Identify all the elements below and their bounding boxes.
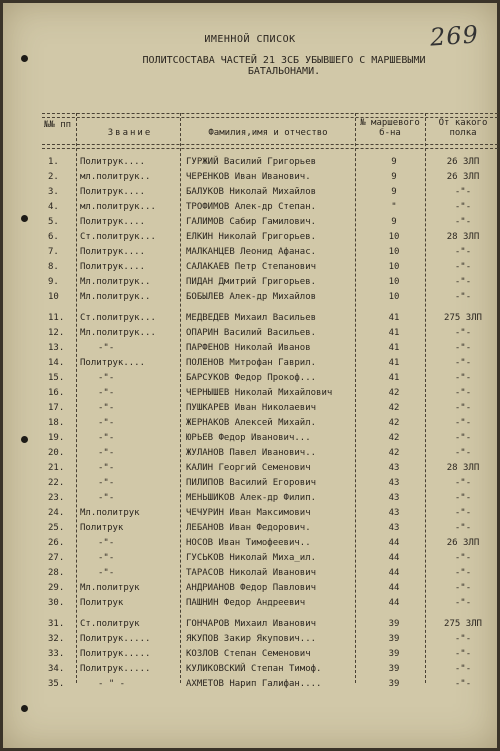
row-regiment: -"-	[454, 358, 472, 368]
row-number: 27.	[48, 553, 65, 563]
table-row	[0, 341, 500, 355]
row-rank: -"-	[98, 418, 115, 428]
row-regiment: -"-	[454, 448, 472, 458]
row-number: 30.	[48, 598, 65, 608]
row-rank: - " -	[98, 679, 126, 689]
row-name: ЕЛКИН Николай Григорьев.	[186, 232, 317, 242]
row-battalion: 10	[388, 277, 400, 287]
row-number: 22.	[48, 478, 65, 488]
row-rank: Мл.политрук	[80, 508, 140, 518]
row-number: 25.	[48, 523, 65, 533]
row-number: 32.	[48, 634, 65, 644]
row-name: ЖУЛАНОВ Павел Иванович..	[186, 448, 317, 458]
document-subtitle: ПОЛИТСОСТАВА ЧАСТЕЙ 21 ЗСБ УБЫВШЕГО С МАРШЕВЫМИ БАТАЛЬОНАМИ.	[142, 55, 426, 77]
row-number: 4.	[48, 202, 59, 212]
binder-hole	[21, 55, 28, 62]
row-rank: -"-	[98, 493, 115, 503]
table-row	[0, 566, 500, 580]
table-row	[0, 677, 500, 691]
row-rank: Мл.политрук..	[80, 292, 151, 302]
row-name: ГУСЬКОВ Николай Миха_ил.	[186, 553, 317, 563]
table-row	[0, 536, 500, 550]
table-row	[0, 581, 500, 595]
row-rank: Политрук.....	[80, 634, 151, 644]
row-regiment: -"-	[454, 262, 472, 272]
row-rank: -"-	[98, 553, 115, 563]
table-row	[0, 386, 500, 400]
row-rank: Ст.политрук	[80, 619, 140, 629]
row-rank: -"-	[98, 343, 115, 353]
row-name: ТРОФИМОВ Алек-др Степан.	[186, 202, 317, 212]
row-name: АНДРИАНОВ Федор Павлович	[186, 583, 317, 593]
row-number: 19.	[48, 433, 65, 443]
table-row	[0, 647, 500, 661]
table-row	[0, 446, 500, 460]
row-name: БАРСУКОВ Федор Прокоф...	[186, 373, 317, 383]
row-regiment: -"-	[454, 292, 472, 302]
table-row	[0, 416, 500, 430]
row-regiment: 28 ЗЛП	[446, 463, 480, 473]
row-number: 31.	[48, 619, 65, 629]
row-number: 33.	[48, 649, 65, 659]
row-rank: Политрук....	[80, 358, 146, 368]
row-number: 26.	[48, 538, 65, 548]
row-number: 7.	[48, 247, 59, 257]
row-battalion: 43	[388, 493, 400, 503]
header-regiment: От какого полка	[438, 118, 488, 138]
row-rank: -"-	[98, 403, 115, 413]
table-row	[0, 215, 500, 229]
row-regiment: 26 ЗЛП	[446, 538, 480, 548]
row-battalion: 42	[388, 388, 400, 398]
row-regiment: -"-	[454, 343, 472, 353]
row-number: 3.	[48, 187, 59, 197]
row-number: 2.	[48, 172, 59, 182]
row-regiment: -"-	[454, 187, 472, 197]
row-regiment: -"-	[454, 418, 472, 428]
row-battalion: 39	[388, 619, 400, 629]
row-name: ЧЕРНЫШЕВ Николай Михайлович	[186, 388, 333, 398]
row-name: БАЛУКОВ Николай Михайлов	[186, 187, 317, 197]
row-regiment: -"-	[454, 523, 472, 533]
row-regiment: -"-	[454, 247, 472, 257]
row-name: АХМЕТОВ Нарип Галифан....	[186, 679, 322, 689]
row-name: КОЗЛОВ Степан Семенович	[186, 649, 311, 659]
row-number: 15.	[48, 373, 65, 383]
row-battalion: 42	[388, 403, 400, 413]
row-regiment: -"-	[454, 553, 472, 563]
row-name: ЧЕРЕНКОВ Иван Иванович.	[186, 172, 311, 182]
row-name: ЖЕРНАКОВ Алексей Михайл.	[186, 418, 317, 428]
row-number: 23.	[48, 493, 65, 503]
row-number: 10	[48, 292, 59, 302]
row-battalion: 39	[388, 664, 400, 674]
row-regiment: 26 ЗЛП	[446, 172, 480, 182]
table-row	[0, 356, 500, 370]
row-battalion: 41	[388, 343, 400, 353]
row-rank: Политрук....	[80, 217, 146, 227]
table-row	[0, 185, 500, 199]
row-regiment: -"-	[454, 493, 472, 503]
row-name: КУЛИКОВСКИЙ Степан Тимоф.	[186, 664, 322, 674]
row-regiment: -"-	[454, 649, 472, 659]
table-row	[0, 617, 500, 631]
row-battalion: 43	[388, 463, 400, 473]
table-row	[0, 461, 500, 475]
row-name: ЯКУПОВ Закир Якупович...	[186, 634, 317, 644]
table-row	[0, 476, 500, 490]
row-battalion: 10	[388, 232, 400, 242]
row-battalion: 41	[388, 313, 400, 323]
row-regiment: -"-	[454, 388, 472, 398]
row-battalion: 44	[388, 598, 400, 608]
row-battalion: 44	[388, 583, 400, 593]
row-name: ОПАРИН Василий Васильев.	[186, 328, 317, 338]
row-rank: Политрук	[80, 598, 124, 608]
row-name: БОБЫЛЕВ Алек-др Михайлов	[186, 292, 317, 302]
row-battalion: 10	[388, 292, 400, 302]
row-number: 35.	[48, 679, 65, 689]
row-name: ЧЕЧУРИН Иван Максимович	[186, 508, 311, 518]
row-rank: -"-	[98, 568, 115, 578]
table-row	[0, 596, 500, 610]
table-row	[0, 170, 500, 184]
row-rank: -"-	[98, 538, 115, 548]
row-rank: Мл.политрук...	[80, 328, 156, 338]
row-number: 14.	[48, 358, 65, 368]
row-name: КАЛИН Георгий Семенович	[186, 463, 311, 473]
header-num: №№ пп	[44, 120, 72, 130]
row-number: 28.	[48, 568, 65, 578]
row-regiment: -"-	[454, 508, 472, 518]
row-battalion: 39	[388, 634, 400, 644]
row-battalion: 43	[388, 478, 400, 488]
row-battalion: 9	[391, 157, 397, 167]
table-row	[0, 155, 500, 169]
row-number: 21.	[48, 463, 65, 473]
row-name: ЛЕБАНОВ Иван Федорович.	[186, 523, 311, 533]
table-row	[0, 311, 500, 325]
row-battalion: 9	[391, 172, 397, 182]
row-name: ПУШКАРЕВ Иван Николаевич	[186, 403, 317, 413]
row-number: 6.	[48, 232, 59, 242]
row-rank: -"-	[98, 463, 115, 473]
row-number: 24.	[48, 508, 65, 518]
binder-hole	[21, 705, 28, 712]
row-regiment: -"-	[454, 478, 472, 488]
row-rank: Ст.политрук...	[80, 313, 156, 323]
row-rank: Политрук....	[80, 247, 146, 257]
header-rank: Звание	[107, 128, 153, 138]
row-rank: Политрук....	[80, 187, 146, 197]
row-name: САЛАКАЕВ Петр Степанович	[186, 262, 317, 272]
row-regiment: -"-	[454, 202, 472, 212]
row-name: ГУРЖИЙ Василий Григорьев	[186, 157, 317, 167]
table-top-rule	[42, 113, 498, 114]
row-regiment: -"-	[454, 328, 472, 338]
row-number: 9.	[48, 277, 59, 287]
row-regiment: -"-	[454, 634, 472, 644]
row-rank: -"-	[98, 433, 115, 443]
row-rank: Политрук.....	[80, 649, 151, 659]
header-bottom-rule	[42, 148, 498, 149]
row-regiment: -"-	[454, 568, 472, 578]
header-battalion: № маршевого б-на	[360, 118, 420, 138]
table-row	[0, 326, 500, 340]
row-battalion: 41	[388, 358, 400, 368]
row-battalion: 10	[388, 247, 400, 257]
row-battalion: "	[391, 202, 397, 212]
row-battalion: 43	[388, 508, 400, 518]
row-rank: Политрук....	[80, 157, 146, 167]
table-row	[0, 371, 500, 385]
row-rank: Политрук	[80, 523, 124, 533]
row-regiment: 28 ЗЛП	[446, 232, 480, 242]
row-rank: Мл.политрук	[80, 583, 140, 593]
table-row	[0, 506, 500, 520]
row-battalion: 42	[388, 448, 400, 458]
row-name: ПАРФЕНОВ Николай Иванов	[186, 343, 311, 353]
row-name: МЕНЬШИКОВ Алек-др Филип.	[186, 493, 317, 503]
header-bottom-rule	[42, 144, 498, 145]
row-rank: Политрук.....	[80, 664, 151, 674]
row-battalion: 41	[388, 328, 400, 338]
row-battalion: 41	[388, 373, 400, 383]
row-number: 16.	[48, 388, 65, 398]
row-rank: Мл.политрук..	[80, 277, 151, 287]
row-number: 29.	[48, 583, 65, 593]
row-regiment: 26 ЗЛП	[446, 157, 480, 167]
table-row	[0, 275, 500, 289]
row-battalion: 9	[391, 217, 397, 227]
row-regiment: -"-	[454, 403, 472, 413]
row-battalion: 39	[388, 649, 400, 659]
row-rank: -"-	[98, 448, 115, 458]
table-row	[0, 521, 500, 535]
row-name: ЮРЬЕВ Федор Иванович...	[186, 433, 311, 443]
row-number: 8.	[48, 262, 59, 272]
row-battalion: 9	[391, 187, 397, 197]
row-rank: -"-	[98, 373, 115, 383]
table-row	[0, 245, 500, 259]
row-number: 18.	[48, 418, 65, 428]
row-name: ГАЛИМОВ Сабир Гамилович.	[186, 217, 317, 227]
row-rank: -"-	[98, 478, 115, 488]
header-name: Фамилия,имя и отчество	[208, 128, 328, 138]
row-number: 13.	[48, 343, 65, 353]
row-regiment: -"-	[454, 373, 472, 383]
row-name: МАЛКАНЦЕВ Леонид Афанас.	[186, 247, 317, 257]
row-battalion: 44	[388, 553, 400, 563]
row-name: ПИДАН Дмитрий Григорьев.	[186, 277, 317, 287]
row-name: ТАРАСОВ Николай Иванович	[186, 568, 317, 578]
table-row	[0, 551, 500, 565]
row-name: ПАШНИН Федор Андреевич	[186, 598, 306, 608]
row-number: 20.	[48, 448, 65, 458]
row-rank: Политрук....	[80, 262, 146, 272]
row-rank: -"-	[98, 388, 115, 398]
row-number: 17.	[48, 403, 65, 413]
table-row	[0, 290, 500, 304]
row-name: ГОНЧАРОВ Михаил Иванович	[186, 619, 317, 629]
table-row	[0, 401, 500, 415]
row-number: 12.	[48, 328, 65, 338]
row-name: ПИЛИПОВ Василий Егорович	[186, 478, 317, 488]
table-row	[0, 200, 500, 214]
row-battalion: 44	[388, 538, 400, 548]
row-battalion: 39	[388, 679, 400, 689]
row-battalion: 43	[388, 523, 400, 533]
row-regiment: -"-	[454, 583, 472, 593]
row-regiment: -"-	[454, 679, 472, 689]
row-rank: мл.политрук...	[80, 202, 156, 212]
row-number: 11.	[48, 313, 65, 323]
row-battalion: 44	[388, 568, 400, 578]
table-row	[0, 491, 500, 505]
row-regiment: -"-	[454, 433, 472, 443]
row-regiment: -"-	[454, 217, 472, 227]
row-battalion: 42	[388, 418, 400, 428]
row-regiment: -"-	[454, 277, 472, 287]
row-name: НОСОВ Иван Тимофеевич..	[186, 538, 311, 548]
table-row	[0, 662, 500, 676]
row-rank: Ст.политрук...	[80, 232, 156, 242]
row-number: 1.	[48, 157, 59, 167]
table-row	[0, 230, 500, 244]
row-name: ПОЛЕНОВ Митрофан Гаврил.	[186, 358, 317, 368]
row-rank: мл.политрук..	[80, 172, 151, 182]
row-number: 34.	[48, 664, 65, 674]
table-row	[0, 260, 500, 274]
row-number: 5.	[48, 217, 59, 227]
row-regiment: -"-	[454, 598, 472, 608]
document-title: ИМЕННОЙ СПИСОК	[204, 34, 296, 45]
row-battalion: 42	[388, 433, 400, 443]
row-regiment: 275 ЗЛП	[444, 619, 482, 629]
row-name: МЕДВЕДЕВ Михаил Васильев	[186, 313, 317, 323]
table-row	[0, 632, 500, 646]
row-regiment: 275 ЗЛП	[444, 313, 482, 323]
handwritten-page-number: 269	[429, 20, 480, 52]
row-regiment: -"-	[454, 664, 472, 674]
table-row	[0, 431, 500, 445]
row-battalion: 10	[388, 262, 400, 272]
